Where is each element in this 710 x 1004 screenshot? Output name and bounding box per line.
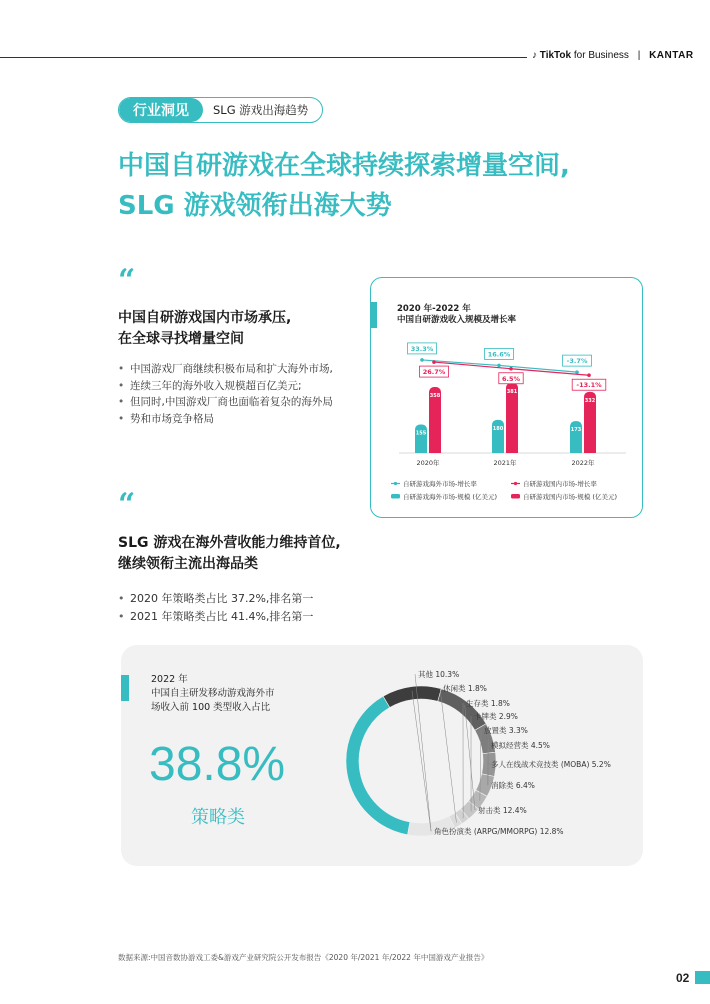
section-tag xyxy=(118,97,323,123)
section1-heading-line2: 在全球寻找增量空间 xyxy=(118,331,244,347)
donut-slice-label: 角色扮演类 (ARPG/MMORPG) 12.8% xyxy=(434,827,564,836)
domestic-growth-label: 26.7% xyxy=(422,368,446,377)
donut-slice xyxy=(383,686,441,707)
donut-slice-label: 消除类 6.4% xyxy=(491,781,535,790)
bar-domestic-base xyxy=(584,448,596,453)
donut-slice-label: 放置类 3.3% xyxy=(484,726,528,735)
chart-title-line1: 2020 年-2022 年 xyxy=(397,304,471,314)
bar-overseas-base xyxy=(492,448,504,453)
highlight-label: 策略类 xyxy=(191,807,245,828)
donut-title-line: 中国自主研发移动游戏海外市 xyxy=(151,688,275,699)
donut-slice-label: 卡牌类 2.9% xyxy=(474,712,518,721)
brand-separator: | xyxy=(637,50,641,61)
legend-point-swatch xyxy=(394,482,397,485)
x-tick-label: 2021年 xyxy=(493,459,517,467)
bar-value-label: 155 xyxy=(415,430,427,437)
donut-slice-label: 多人在线战术竞技类 (MOBA) 5.2% xyxy=(491,760,611,769)
bar-value-label: 381 xyxy=(506,388,518,395)
bar-overseas-base xyxy=(415,448,427,453)
brand-logos xyxy=(532,50,694,61)
overseas-growth-label: 33.3% xyxy=(410,344,434,353)
header-rule xyxy=(0,57,527,58)
donut-title-line: 场收入前 100 类型收入占比 xyxy=(151,702,271,713)
brand-business: for Business xyxy=(573,50,629,61)
overseas-growth-label: 16.6% xyxy=(487,350,511,359)
section1-heading xyxy=(118,308,291,350)
domestic-growth-point xyxy=(509,367,513,371)
quote-mark-icon: “ xyxy=(118,487,136,522)
legend-bar-swatch xyxy=(511,494,520,499)
list-item: • 2020 年策略类占比 37.2%,排名第一 xyxy=(118,590,313,608)
domestic-growth-label: 6.5% xyxy=(501,374,521,383)
tiktok-logo-icon: ♪ xyxy=(532,50,537,61)
section1-heading-line1: 中国自研游戏国内市场承压, xyxy=(118,310,292,326)
donut-leader-line xyxy=(412,691,431,831)
legend-label: 自研游戏国内市场-增长率 xyxy=(523,480,597,488)
section1-bullets xyxy=(118,361,333,427)
page-number-bar xyxy=(695,971,710,984)
brand-tiktok: TikTok xyxy=(539,50,572,61)
overseas-growth-label: -3.7% xyxy=(566,357,588,366)
section2-heading-line2: 继续领衔主流出海品类 xyxy=(118,556,258,572)
bar-value-label: 332 xyxy=(584,397,596,404)
donut-slice xyxy=(438,689,486,730)
donut-chart xyxy=(121,645,643,866)
legend-label: 自研游戏海外市场-规模 (亿美元) xyxy=(403,493,497,501)
donut-slice-label: 休闲类 1.8% xyxy=(443,684,487,693)
bar-value-label: 358 xyxy=(429,393,441,400)
donut-slice-label: 模拟经营类 4.5% xyxy=(491,741,550,750)
domestic-growth-point xyxy=(432,360,436,364)
tag-primary: 行业洞见 xyxy=(119,98,203,122)
legend-bar-swatch xyxy=(391,494,400,499)
donut-title-line: 2022 年 xyxy=(151,674,188,685)
list-item: • 连续三年的海外收入规模超百亿美元; xyxy=(118,378,333,395)
list-item: • 中国游戏厂商继续积极布局和扩大海外市场, xyxy=(118,361,333,378)
bar-value-label: 173 xyxy=(570,427,582,434)
bar-domestic-base xyxy=(429,448,441,453)
x-tick-label: 2022年 xyxy=(571,459,595,467)
donut-slice xyxy=(346,696,410,835)
page-number: 02 xyxy=(676,971,690,985)
section2-bullets xyxy=(118,590,313,626)
x-tick-label: 2020年 xyxy=(416,459,440,467)
bar-domestic-base xyxy=(506,448,518,453)
overseas-growth-point xyxy=(420,358,424,362)
list-item: • 2021 年策略类占比 41.4%,排名第一 xyxy=(118,608,313,626)
section2-heading xyxy=(118,533,341,575)
chart-title-line2: 中国自研游戏收入规模及增长率 xyxy=(397,315,517,325)
bar-value-label: 180 xyxy=(492,425,504,432)
source-note: 数据来源:中国音数协游戏工委&游戏产业研究院公开发布报告《2020 年/2021 年/2022 年中国游戏产业报告》 xyxy=(118,953,489,962)
tag-secondary: SLG 游戏出海趋势 xyxy=(213,103,309,117)
domestic-growth-point xyxy=(587,373,591,377)
section2-heading-line1: SLG 游戏在海外营收能力维持首位, xyxy=(118,535,341,551)
donut-slice-label: 射击类 12.4% xyxy=(478,806,527,815)
page-title-line2: SLG 游戏领衔出海大势 xyxy=(118,191,392,221)
overseas-growth-point xyxy=(497,364,501,368)
quote-mark-icon: “ xyxy=(118,263,136,298)
page-title xyxy=(118,146,570,226)
donut-slice-label: 生存类 1.8% xyxy=(466,699,510,708)
bar-overseas-base xyxy=(570,448,582,453)
legend-label: 自研游戏海外市场-增长率 xyxy=(403,480,477,488)
list-item: • 势和市场竞争格局 xyxy=(118,411,333,428)
genre-share-card xyxy=(121,645,643,866)
brand-kantar: KANTAR xyxy=(649,50,694,61)
revenue-chart-card xyxy=(370,277,643,518)
legend-point-swatch xyxy=(514,482,517,485)
list-item: • 但同时,中国游戏厂商也面临着复杂的海外局 xyxy=(118,394,333,411)
legend-label: 自研游戏国内市场-规模 (亿美元) xyxy=(523,493,617,501)
domestic-growth-label: -13.1% xyxy=(576,381,602,390)
revenue-chart xyxy=(371,278,644,519)
donut-slice-label: 其他 10.3% xyxy=(418,670,460,679)
page-title-line1: 中国自研游戏在全球持续探索增量空间, xyxy=(118,151,570,181)
highlight-value: 38.8% xyxy=(149,738,286,791)
overseas-growth-point xyxy=(575,370,579,374)
